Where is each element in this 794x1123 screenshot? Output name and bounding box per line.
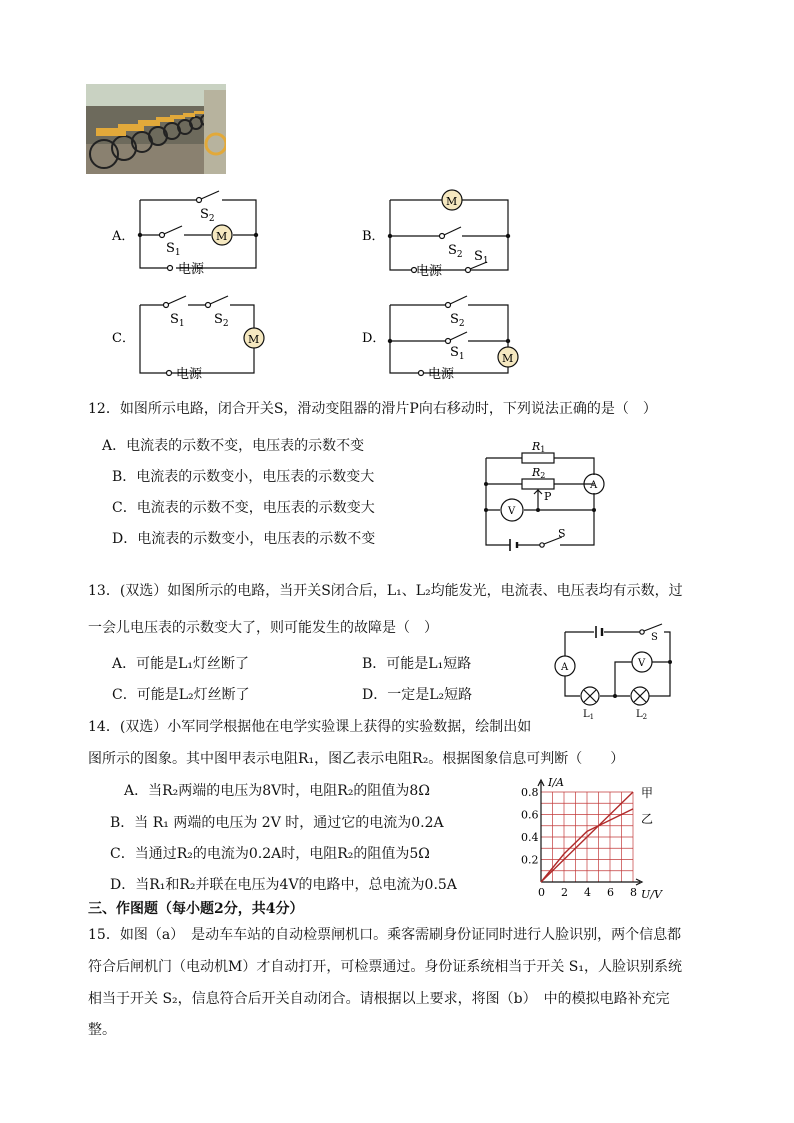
- a-power: 电源: [178, 262, 205, 277]
- c-s2: $S_2$: [214, 312, 229, 329]
- a-motor: M: [216, 230, 228, 243]
- x-tick-label: 4: [584, 886, 591, 899]
- x-tick-label: 2: [561, 886, 568, 899]
- q12-option-c: C．电流表的示数不变，电压表的示数变大: [112, 500, 375, 516]
- q12-voltmeter: V: [508, 506, 516, 517]
- x-tick-label: 6: [607, 886, 614, 899]
- d-s1: $S_1$: [450, 345, 465, 362]
- q13-l1-label: $L_1$: [583, 709, 595, 721]
- q12-switch-label: S: [558, 527, 566, 540]
- b-s2: $S_2$: [448, 243, 463, 260]
- q12-circuit-figure: [480, 436, 610, 552]
- d-motor: M: [502, 352, 514, 365]
- q13-option-b: B．可能是L₁短路: [362, 656, 472, 672]
- b-motor: M: [446, 195, 458, 208]
- option-b-label: B．: [362, 229, 385, 244]
- q13-circuit-figure: [545, 620, 685, 725]
- q12-r2-label: R2: [532, 466, 546, 480]
- q13-option-a: A．可能是L₁灯丝断了: [112, 656, 250, 672]
- q14-option-a: A．当R₂两端的电压为8V时，电阻R₂的阻值为8Ω: [124, 783, 430, 799]
- q14-stem-2: 图所示的图象。其中图甲表示电阻R₁，图乙表示电阻R₂。根据图象信息可判断（ ）: [88, 751, 625, 767]
- graph-series-yi-label: 乙: [641, 812, 654, 826]
- q13-option-c: C．可能是L₂灯丝断了: [112, 687, 250, 703]
- q15-line-4: 整。: [88, 1022, 116, 1038]
- y-tick-label: 0.6: [521, 808, 539, 822]
- q12-r1-label: R1: [532, 440, 546, 454]
- q11-circuit-options: [100, 182, 540, 388]
- q13-ammeter: A: [561, 662, 569, 673]
- b-power: 电源: [416, 264, 443, 279]
- q13-l2-label: $L_2$: [636, 709, 648, 721]
- q13-stem-2: 一会儿电压表的示数变大了，则可能发生的故障是（ ）: [88, 620, 438, 636]
- a-s2: $S_2$: [200, 207, 215, 224]
- q12-ammeter: A: [590, 480, 598, 491]
- graph-series-jia-label: 甲: [641, 786, 654, 800]
- d-power: 电源: [428, 367, 455, 382]
- x-tick-label: 8: [630, 886, 637, 899]
- d-s2: $S_2$: [450, 312, 465, 329]
- q12-slider-label: P: [544, 490, 552, 503]
- q12-stem: 12．如图所示电路，闭合开关S，滑动变阻器的滑片P向右移动时，下列说法正确的是（ ）: [88, 401, 657, 417]
- q15-line-1: 15．如图（a） 是动车车站的自动检票闸机口。乘客需刷身份证同时进行人脸识别，两个信息都: [88, 927, 682, 943]
- option-d-label: D．: [362, 331, 386, 346]
- c-motor: M: [248, 333, 260, 346]
- q13-option-d: D．一定是L₂短路: [362, 687, 473, 703]
- a-s1: $S_1$: [166, 241, 181, 258]
- q14-option-b: B．当 R₁ 两端的电压为 2V 时，通过它的电流为0.2A: [110, 815, 444, 831]
- q13-stem-1: 13．(双选）如图所示的电路，当开关S闭合后，L₁、L₂均能发光，电流表、电压表均有示数，过: [88, 583, 683, 599]
- bicycle-photo: [86, 84, 226, 174]
- c-power: 电源: [176, 367, 203, 382]
- y-tick-label: 0.2: [521, 853, 539, 867]
- q12-option-a: A．电流表的示数不变，电压表的示数不变: [102, 438, 365, 454]
- q14-stem-1: 14．(双选）小军同学根据他在电学实验课上获得的实验数据，绘制出如: [88, 719, 532, 735]
- q15-line-2: 符合后闸机门（电动机M）才自动打开，可检票通过。身份证系统相当于开关 S₁，人脸识别系统: [88, 959, 682, 975]
- q14-option-c: C．当通过R₂的电流为0.2A时，电阻R₂的阻值为5Ω: [110, 846, 430, 862]
- q12-option-b: B．电流表的示数变小，电压表的示数变大: [112, 469, 375, 485]
- b-s1: $S_1$: [474, 249, 489, 266]
- q13-voltmeter: V: [638, 658, 646, 669]
- section-3-heading: 三、作图题（每小题2分，共4分）: [88, 901, 304, 917]
- c-s1: $S_1$: [170, 312, 185, 329]
- y-tick-label: 0.4: [521, 831, 539, 844]
- y-tick-label: 0.8: [521, 786, 539, 799]
- graph-y-axis-label: I/A: [548, 776, 564, 789]
- q12-option-d: D．电流表的示数变小，电压表的示数不变: [112, 531, 376, 547]
- q14-iu-graph: [510, 772, 680, 902]
- q14-option-d: D．当R₁和R₂并联在电压为4V的电路中，总电流为0.5A: [110, 877, 457, 893]
- option-c-label: C．: [112, 331, 135, 346]
- q13-switch-label: S: [651, 632, 658, 643]
- graph-x-axis-label: U/V: [641, 888, 662, 901]
- q15-line-3: 相当于开关 S₂，信息符合后开关自动闭合。请根据以上要求，将图（b） 中的模拟电路补充完: [88, 991, 670, 1007]
- x-tick-label: 0: [538, 886, 545, 899]
- option-a-label: A．: [112, 229, 135, 244]
